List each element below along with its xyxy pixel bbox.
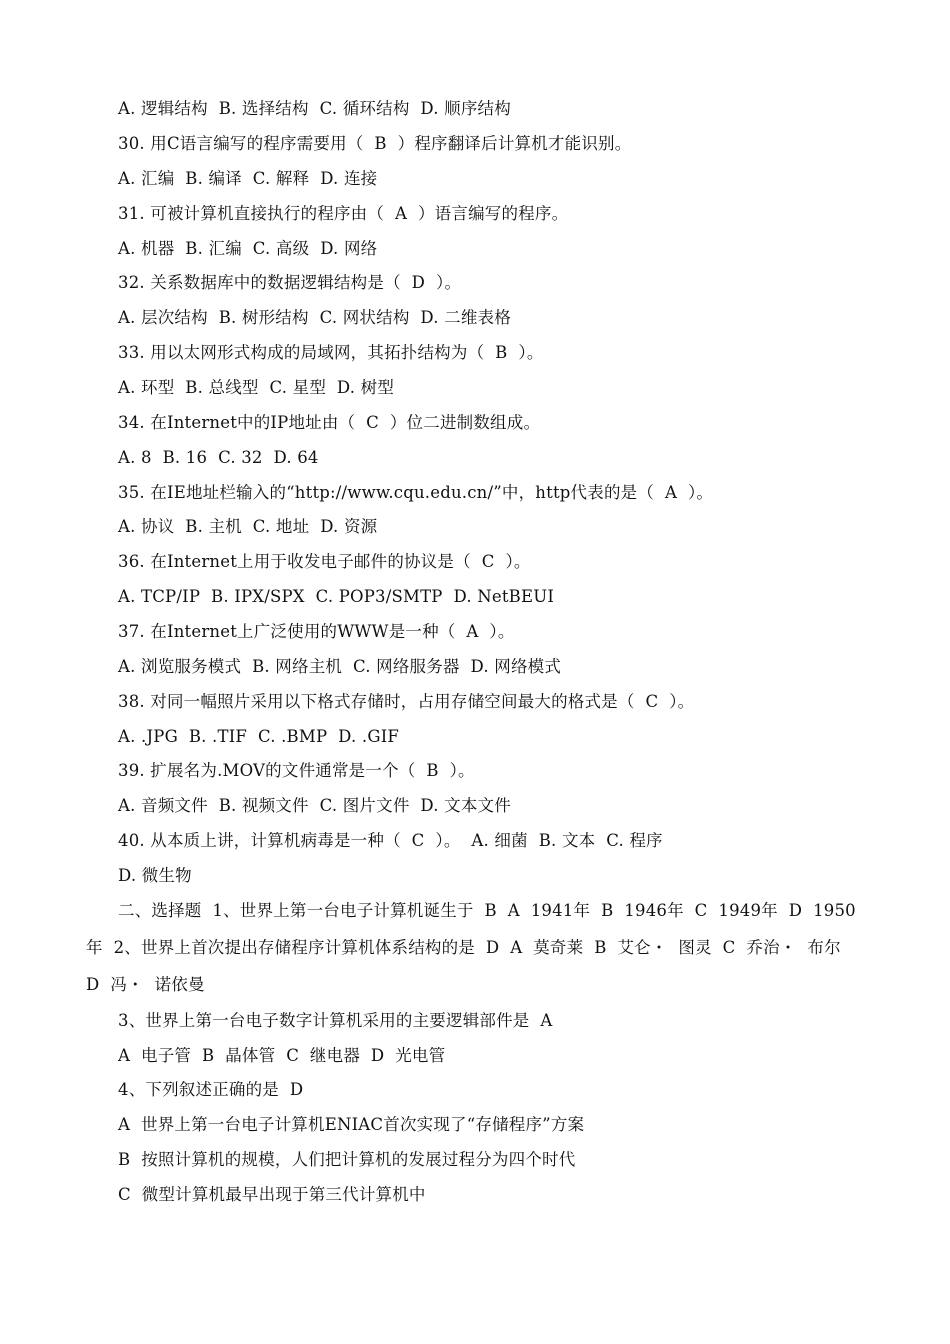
question-line: C 微型计算机最早出现于第三代计算机中 (118, 1185, 426, 1204)
question-line: A. 音频文件 B. 视频文件 C. 图片文件 D. 文本文件 (118, 796, 511, 815)
question-line: 34. 在Internet中的IP地址由（ C ）位二进制数组成。 (118, 413, 541, 432)
question-line: 32. 关系数据库中的数据逻辑结构是（ D ）。 (118, 273, 462, 292)
question-line: A 世界上第一台电子计算机ENIAC首次实现了“存储程序”方案 (118, 1115, 585, 1134)
question-line: B 按照计算机的规模，人们把计算机的发展过程分为四个时代 (118, 1150, 576, 1169)
question-line: A. 协议 B. 主机 C. 地址 D. 资源 (118, 517, 378, 536)
question-line: 36. 在Internet上用于收发电子邮件的协议是（ C ）。 (118, 552, 531, 571)
question-line: 31. 可被计算机直接执行的程序由（ A ）语言编写的程序。 (118, 204, 569, 223)
question-line: 38. 对同一幅照片采用以下格式存储时，占用存储空间最大的格式是（ C ）。 (118, 692, 695, 711)
question-line: A. 汇编 B. 编译 C. 解释 D. 连接 (118, 169, 378, 188)
question-line: A. 浏览服务模式 B. 网络主机 C. 网络服务器 D. 网络模式 (118, 657, 562, 676)
question-line: A 电子管 B 晶体管 C 继电器 D 光电管 (118, 1046, 446, 1065)
question-line: A. 层次结构 B. 树形结构 C. 网状结构 D. 二维表格 (118, 308, 511, 327)
question-line: D. 微生物 (118, 866, 192, 885)
section-two-paragraph: 二、选择题 1、世界上第一台电子计算机诞生于 B A 1941年 B 1946年 C 1949年 D 1950年 2、世界上首次提出存储程序计算机体系结构的是 D A 莫奇莱 B 艾仑・ 图灵 C 乔治・ 布尔 D 冯・ 诺依曼 (86, 901, 856, 994)
question-line: A. 机器 B. 汇编 C. 高级 D. 网络 (118, 239, 378, 258)
question-line: 40. 从本质上讲，计算机病毒是一种（ C ）。 A. 细菌 B. 文本 C. 程序 (118, 831, 663, 850)
question-line: 37. 在Internet上广泛使用的WWW是一种（ A ）。 (118, 622, 515, 641)
question-line: 35. 在IE地址栏输入的“http://www.cqu.edu.cn/”中，http代表的是（ A ）。 (118, 483, 714, 502)
question-line: 30. 用C语言编写的程序需要用（ B ）程序翻译后计算机才能识别。 (118, 134, 632, 153)
question-line: 33. 用以太网形式构成的局域网，其拓扑结构为（ B ）。 (118, 343, 544, 362)
question-line: 39. 扩展名为.MOV的文件通常是一个（ B ）。 (118, 761, 475, 780)
question-line: 4、下列叙述正确的是 D (118, 1080, 304, 1099)
question-line: A. 逻辑结构 B. 选择结构 C. 循环结构 D. 顺序结构 (118, 99, 511, 118)
question-line: 3、世界上第一台电子数字计算机采用的主要逻辑部件是 A (118, 1011, 553, 1030)
question-line: A. .JPG B. .TIF C. .BMP D. .GIF (118, 727, 400, 746)
question-line: A. 8 B. 16 C. 32 D. 64 (118, 448, 319, 467)
question-line: A. TCP/IP B. IPX/SPX C. POP3/SMTP D. NetBEUI (118, 587, 555, 606)
question-line: A. 环型 B. 总线型 C. 星型 D. 树型 (118, 378, 395, 397)
